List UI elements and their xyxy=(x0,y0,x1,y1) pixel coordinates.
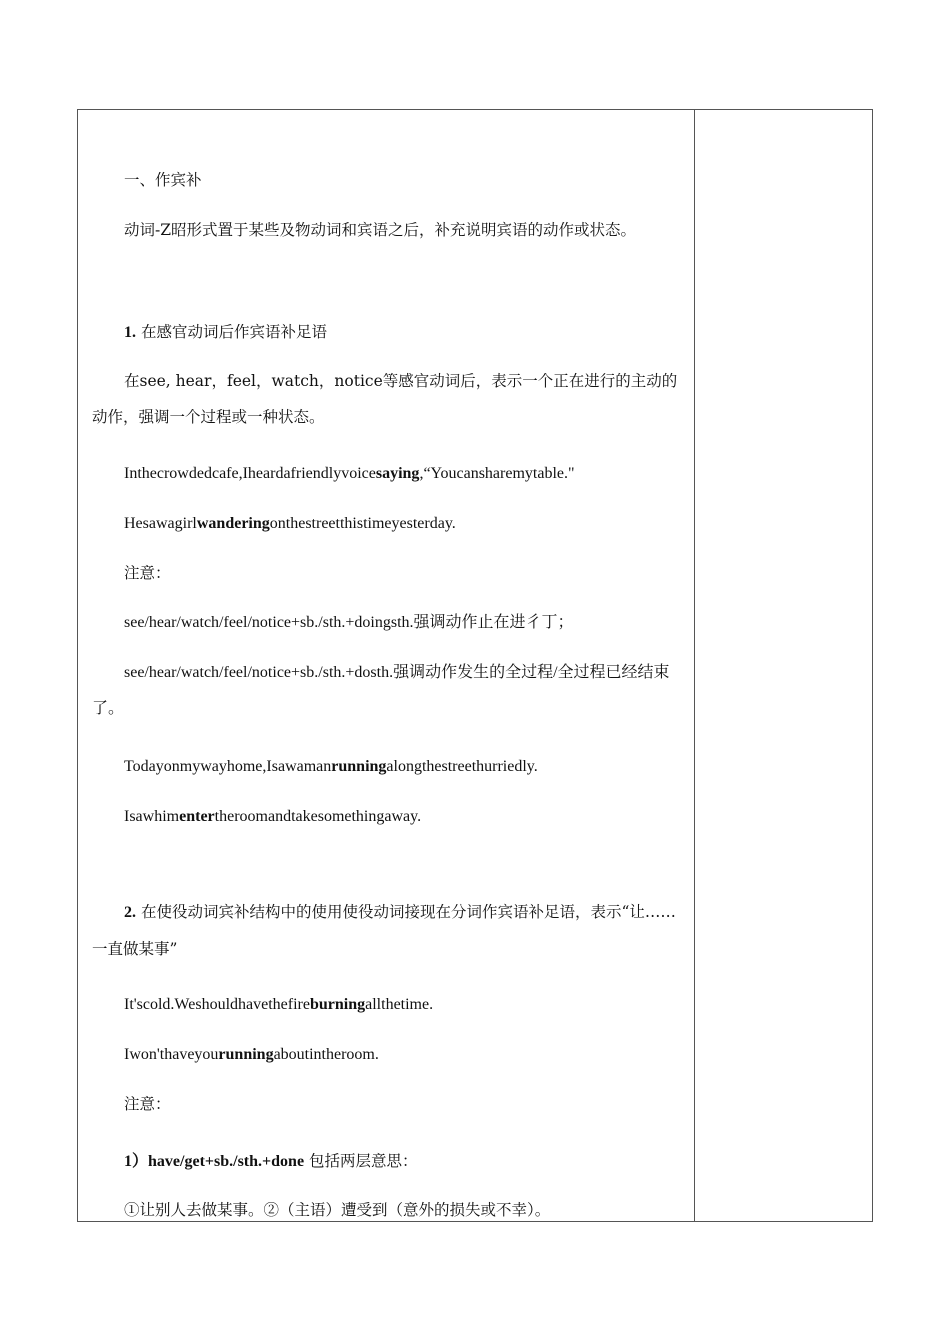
s2-example-1 xyxy=(124,995,433,1015)
example-keyword: wandering xyxy=(196,515,270,532)
s2-example-2 xyxy=(124,1045,379,1065)
example-text: Hesawagirl xyxy=(124,515,197,532)
s2-note-label: 注意： xyxy=(124,1095,171,1113)
s1-note-1: see/hear/watch/feel/notice+sb./sth.+doingsth.强调动作止在进彳丁； xyxy=(124,614,574,631)
s1-example-2 xyxy=(124,514,456,534)
example-text: theroomandtakesomethingaway. xyxy=(214,808,422,825)
example-text: It'scold.Weshouldhavethefire xyxy=(124,996,310,1013)
example-keyword: saying xyxy=(375,465,420,482)
s1-note-label: 注意： xyxy=(124,564,171,582)
example-text: Todayonmywayhome,Isawaman xyxy=(124,758,332,775)
s2-rule-1 xyxy=(124,1151,418,1172)
s2-number: 2. xyxy=(124,904,136,921)
rule-pattern: have/get+sb./sth.+done xyxy=(148,1153,305,1170)
s2-meanings: ①让别人去做某事。②（主语）遭受到（意外的损失或不幸）。 xyxy=(124,1201,551,1219)
s1-title: 在感官动词后作宾语补足语 xyxy=(140,323,327,341)
example-keyword: running xyxy=(218,1046,274,1063)
s1-note-2: see/hear/watch/feel/notice+sb./sth.+dosth.强调动作发生的全过程/全过程已经结束了。 xyxy=(92,664,670,717)
s1-number: 1. xyxy=(124,324,136,341)
rule-number: 1） xyxy=(124,1153,149,1170)
example-keyword: enter xyxy=(179,808,215,825)
s2-title: 在使役动词宾补结构中的使用使役动词接现在分词作宾语补足语，表示“让……一直做某事” xyxy=(92,903,676,958)
example-text: alongthestreethurriedly. xyxy=(386,758,538,775)
s2-heading xyxy=(92,894,682,967)
section-title: 一、作宾补 xyxy=(124,171,202,189)
s1-example-3 xyxy=(124,757,538,777)
table-column-divider xyxy=(694,109,695,1222)
intro-text: 动词-Z昭形式置于某些及物动词和宾语之后，补充说明宾语的动作或状态。 xyxy=(124,221,637,239)
s1-heading xyxy=(124,322,327,343)
example-text: Inthecrowdedcafe,Iheardafriendlyvoice xyxy=(124,465,376,482)
example-text: Isawhim xyxy=(124,808,180,825)
s1-example-1 xyxy=(124,464,575,484)
example-text: allthetime. xyxy=(365,996,434,1013)
example-text: onthestreetthistimeyesterday. xyxy=(269,515,456,532)
example-keyword: burning xyxy=(309,996,366,1013)
example-text: Iwon'thaveyou xyxy=(124,1046,219,1063)
s1-description: 在see, hear，feel，watch，notice等感官动词后，表示一个正在进行的主动的动作，强调一个过程或一种状态。 xyxy=(92,372,678,426)
example-text: aboutintheroom. xyxy=(273,1046,379,1063)
s1-example-4 xyxy=(124,807,421,827)
example-text: ,“Youcansharemytable." xyxy=(419,465,575,482)
rule-text: 包括两层意思： xyxy=(308,1152,418,1170)
example-keyword: running xyxy=(331,758,387,775)
